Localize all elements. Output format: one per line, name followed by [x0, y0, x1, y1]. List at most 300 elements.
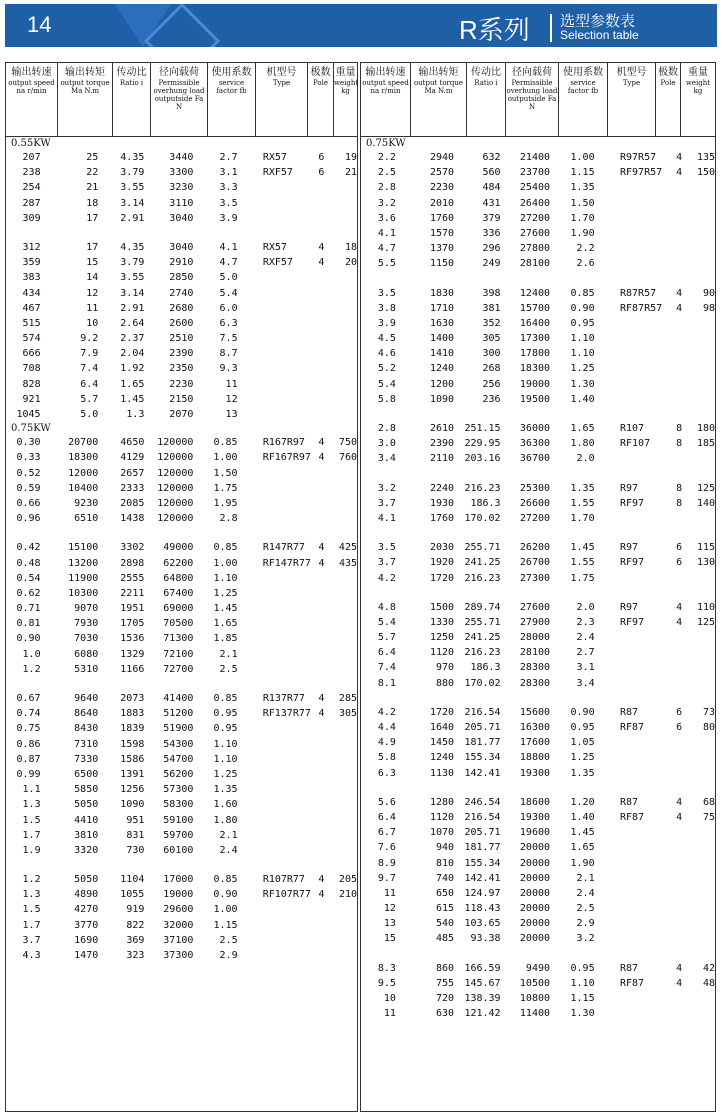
- cell-pole: [311, 331, 332, 346]
- cell-service-factor: 1.90: [570, 227, 595, 239]
- cell-spacer: [595, 421, 614, 436]
- table-row: [6, 286, 357, 301]
- cell-type: [257, 843, 311, 858]
- cell-output-torque: 1090: [429, 393, 455, 405]
- cell-output-torque: 3810: [74, 829, 99, 841]
- cell-pole: [311, 481, 332, 496]
- cell-spacer: [595, 766, 614, 781]
- cell-type: R147R77: [262, 542, 305, 554]
- table-row: [6, 706, 357, 721]
- table-row: [6, 918, 357, 933]
- cell-type: RX57: [262, 241, 287, 253]
- cell-pole: 8: [676, 438, 683, 450]
- cell-spacer: [595, 840, 614, 855]
- cell-overhung-load: 17600: [519, 737, 551, 749]
- cell-output-torque: 1240: [429, 363, 455, 375]
- cell-service-factor: 5.0: [219, 272, 238, 284]
- cell-service-factor: 1.65: [570, 423, 595, 434]
- cell-pole: [311, 828, 332, 843]
- table-row: [361, 540, 715, 555]
- cell-output-speed: 6.7: [377, 827, 396, 839]
- table-row: [361, 615, 715, 630]
- cell-ratio: 352: [482, 317, 501, 329]
- cell-service-factor: 1.80: [213, 814, 238, 826]
- table-row: [361, 630, 715, 645]
- cell-service-factor: 0.90: [570, 302, 595, 314]
- cell-output-speed: 287: [22, 197, 41, 209]
- cell-spacer: [238, 902, 257, 917]
- cell-weight: [690, 196, 715, 211]
- cell-pole: 8: [676, 423, 683, 434]
- cell-service-factor: 0.85: [213, 874, 238, 886]
- cell-spacer: [238, 270, 257, 285]
- cell-ratio: 3.14: [120, 197, 145, 209]
- cell-weight: [690, 766, 715, 781]
- cell-output-speed: 2.2: [377, 152, 396, 163]
- cell-pole: 4: [318, 437, 325, 449]
- cell-pole: 6: [318, 167, 325, 179]
- cell-pole: [311, 392, 332, 407]
- cell-output-torque: 10300: [68, 587, 99, 599]
- cell-service-factor: 1.65: [213, 618, 238, 630]
- cell-weight: [690, 377, 715, 392]
- cell-output-speed: 5.6: [377, 796, 396, 808]
- cell-service-factor: 2.5: [576, 903, 595, 915]
- cell-type: RF97: [620, 557, 645, 569]
- cell-weight: [690, 316, 715, 331]
- cell-type: [257, 948, 311, 963]
- table-row: [361, 377, 715, 392]
- cell-ratio: 2555: [120, 572, 145, 584]
- cell-output-speed: 309: [22, 212, 41, 224]
- cell-type: [257, 316, 311, 331]
- header-divider: [550, 14, 552, 42]
- cell-spacer: [595, 496, 614, 511]
- cell-ratio: 1104: [120, 874, 145, 886]
- cell-output-torque: 8430: [74, 723, 99, 735]
- cell-overhung-load: 25400: [519, 182, 551, 194]
- cell-type: [257, 813, 311, 828]
- cell-type: [257, 481, 311, 496]
- cell-overhung-load: 70500: [163, 618, 194, 630]
- column-header-en: weight kg: [334, 79, 359, 95]
- cell-output-torque: 1720: [429, 572, 455, 584]
- cell-pole: [311, 721, 332, 736]
- cell-type: [614, 856, 668, 871]
- cell-spacer: [238, 662, 257, 677]
- cell-overhung-load: 19000: [163, 889, 194, 901]
- cell-spacer: [595, 436, 614, 451]
- cell-type: RF167R97: [262, 452, 311, 464]
- cell-weight: [332, 616, 357, 631]
- cell-ratio: 730: [126, 844, 145, 856]
- cell-overhung-load: 67400: [163, 587, 194, 599]
- cell-service-factor: 2.5: [219, 663, 238, 675]
- table-row: [6, 331, 357, 346]
- cell-service-factor: 1.25: [213, 587, 238, 599]
- table-row: [361, 555, 715, 570]
- cell-pole: [311, 843, 332, 858]
- cell-ratio: 300: [482, 348, 501, 360]
- cell-weight: [332, 481, 357, 496]
- cell-type: [614, 451, 668, 466]
- cell-spacer: [238, 331, 257, 346]
- cell-output-speed: 515: [22, 317, 41, 329]
- cell-output-speed: 4.2: [377, 572, 396, 584]
- cell-ratio: 203.16: [464, 453, 501, 465]
- cell-overhung-load: 18600: [519, 796, 551, 808]
- cell-pole: [668, 211, 689, 226]
- cell-ratio: 398: [482, 287, 501, 299]
- cell-output-torque: 6080: [74, 648, 99, 660]
- cell-type: [257, 392, 311, 407]
- column-header: [681, 63, 716, 137]
- cell-weight: [332, 511, 357, 526]
- column-header: [308, 63, 334, 137]
- cell-output-speed: 5.8: [377, 393, 396, 405]
- cell-weight: [332, 752, 357, 767]
- cell-output-torque: 2110: [429, 453, 455, 465]
- table-row: [361, 211, 715, 226]
- cell-type: [257, 377, 311, 392]
- cell-spacer: [595, 226, 614, 241]
- cell-service-factor: 1.35: [570, 767, 595, 779]
- table-row: [6, 301, 357, 316]
- table-row: [6, 180, 357, 195]
- cell-spacer: [238, 706, 257, 721]
- cell-pole: [668, 180, 689, 195]
- cell-service-factor: 1.30: [570, 1008, 595, 1020]
- cell-weight: [332, 346, 357, 361]
- cell-spacer: [595, 165, 614, 180]
- cell-overhung-load: 120000: [157, 482, 194, 494]
- cell-weight: [332, 571, 357, 586]
- cell-overhung-load: 51900: [163, 723, 194, 735]
- cell-overhung-load: 19500: [519, 393, 551, 405]
- cell-spacer: [595, 540, 614, 555]
- cell-type: RF87: [620, 722, 645, 733]
- cell-weight: [332, 377, 357, 392]
- cell-pole: [311, 948, 332, 963]
- cell-output-torque: 1930: [429, 497, 455, 509]
- cell-type: RX57: [262, 152, 287, 163]
- cell-overhung-load: 28000: [519, 632, 551, 644]
- cell-overhung-load: 18300: [519, 363, 551, 375]
- cell-service-factor: 5.4: [219, 287, 238, 299]
- cell-spacer: [238, 843, 257, 858]
- cell-spacer: [595, 286, 614, 301]
- cell-overhung-load: 23700: [519, 167, 551, 179]
- cell-spacer: [595, 571, 614, 586]
- cell-service-factor: 8.7: [219, 348, 238, 360]
- cell-output-torque: 21: [86, 182, 99, 194]
- cell-weight: 435: [338, 557, 357, 569]
- cell-overhung-load: 20000: [519, 842, 551, 854]
- cell-pole: 4: [676, 302, 683, 314]
- cell-overhung-load: 18800: [519, 752, 551, 764]
- cell-overhung-load: 28300: [519, 677, 551, 689]
- cell-overhung-load: 10800: [519, 993, 551, 1004]
- cell-type: [257, 631, 311, 646]
- cell-pole: [668, 645, 689, 660]
- cell-output-speed: 4.2: [377, 706, 396, 718]
- cell-type: RF107: [620, 438, 651, 450]
- cell-service-factor: 1.35: [570, 182, 595, 194]
- cell-ratio: 1.3: [126, 409, 145, 420]
- cell-ratio: 3.55: [120, 272, 145, 284]
- cell-weight: 135: [696, 152, 715, 163]
- cell-service-factor: 3.4: [576, 677, 595, 689]
- cell-spacer: [595, 615, 614, 630]
- cell-output-speed: 3.9: [377, 317, 396, 329]
- cell-type: [614, 735, 668, 750]
- table-row: [361, 600, 715, 615]
- cell-output-torque: 630: [435, 1008, 455, 1020]
- table-row: [361, 825, 715, 840]
- cell-output-torque: 1830: [429, 287, 455, 299]
- cell-type: [257, 767, 311, 782]
- cell-output-speed: 13: [383, 918, 396, 930]
- cell-output-speed: 8.3: [377, 962, 396, 974]
- cell-pole: 4: [676, 287, 683, 299]
- cell-output-torque: 2010: [429, 197, 455, 209]
- cell-output-speed: 5.2: [377, 363, 396, 375]
- cell-service-factor: 1.40: [570, 393, 595, 405]
- cell-output-speed: 6.4: [377, 811, 396, 823]
- cell-output-torque: 3320: [74, 844, 99, 856]
- cell-output-speed: 383: [22, 272, 41, 284]
- cell-spacer: [595, 331, 614, 346]
- cell-ratio: 181.77: [464, 842, 501, 854]
- cell-spacer: [238, 797, 257, 812]
- cell-output-speed: 3.7: [377, 497, 396, 509]
- cell-overhung-load: 27800: [519, 243, 551, 255]
- cell-weight: [332, 902, 357, 917]
- cell-type: RF147R77: [262, 557, 311, 569]
- cell-service-factor: 2.1: [219, 648, 238, 660]
- cell-spacer: [595, 825, 614, 840]
- cell-type: [257, 662, 311, 677]
- cell-service-factor: 2.7: [576, 647, 595, 659]
- cell-weight: [332, 767, 357, 782]
- table-body-right: [361, 137, 715, 1021]
- cell-type: R97: [620, 542, 639, 554]
- table-row: [6, 407, 357, 422]
- cell-ratio: 1839: [120, 723, 145, 735]
- cell-spacer: [238, 767, 257, 782]
- table-row: [361, 241, 715, 256]
- cell-output-speed: 10: [383, 993, 396, 1004]
- subtitle-en: Selection table: [560, 28, 639, 42]
- cell-type: [614, 331, 668, 346]
- cell-overhung-load: 72700: [163, 663, 194, 675]
- cell-pole: [311, 466, 332, 481]
- cell-pole: [668, 571, 689, 586]
- cell-output-torque: 7930: [74, 618, 99, 630]
- table-row: [361, 810, 715, 825]
- cell-ratio: 1391: [120, 768, 145, 780]
- cell-output-speed: 4.8: [377, 601, 396, 613]
- cell-spacer: [595, 451, 614, 466]
- cell-pole: [311, 377, 332, 392]
- cell-output-speed: 3.0: [377, 438, 396, 450]
- cell-overhung-load: 3230: [169, 182, 194, 194]
- cell-pole: [311, 616, 332, 631]
- cell-service-factor: 1.25: [213, 768, 238, 780]
- column-header-zh: 径向载荷: [512, 67, 552, 78]
- cell-overhung-load: 11400: [519, 1008, 551, 1020]
- cell-output-torque: 2030: [429, 542, 455, 554]
- cell-spacer: [238, 571, 257, 586]
- cell-service-factor: 1.70: [570, 212, 595, 224]
- cell-ratio: 919: [126, 904, 145, 916]
- selection-table-left: [5, 62, 358, 1112]
- cell-weight: 140: [696, 497, 715, 509]
- cell-output-torque: 940: [435, 842, 455, 854]
- cell-pole: [311, 270, 332, 285]
- table-row: [6, 556, 357, 571]
- cell-weight: [332, 813, 357, 828]
- cell-ratio: 1.65: [120, 378, 145, 390]
- table-row: [361, 916, 715, 931]
- cell-overhung-load: 62200: [163, 557, 194, 569]
- column-header-en: Permissible overhung load outputside Fa N: [153, 79, 205, 111]
- cell-pole: 6: [318, 152, 325, 163]
- column-header-zh: 输出转矩: [65, 67, 105, 78]
- cell-ratio: 1586: [120, 753, 145, 765]
- cell-output-torque: 4410: [74, 814, 99, 826]
- cell-output-speed: 9.7: [377, 872, 396, 884]
- cell-weight: 150: [696, 167, 715, 179]
- table-row: [6, 466, 357, 481]
- cell-overhung-load: 28300: [519, 662, 551, 674]
- cell-spacer: [238, 316, 257, 331]
- cell-type: [614, 377, 668, 392]
- cell-weight: [690, 645, 715, 660]
- cell-ratio: 155.34: [464, 857, 501, 869]
- column-header-zh: 重量: [688, 67, 708, 78]
- cell-pole: [668, 886, 689, 901]
- cell-type: R107: [620, 423, 645, 434]
- cell-overhung-load: 9490: [525, 962, 551, 974]
- cell-ratio: 1598: [120, 738, 145, 750]
- cell-overhung-load: 41400: [163, 693, 194, 704]
- cell-overhung-load: 12400: [519, 287, 551, 299]
- cell-pole: 4: [676, 616, 683, 628]
- cell-ratio: 632: [482, 152, 501, 163]
- cell-output-speed: 3.4: [377, 453, 396, 465]
- cell-overhung-load: 3040: [169, 241, 194, 253]
- column-header-en: output torque Ma N.m: [60, 79, 110, 95]
- table-row: [6, 377, 357, 392]
- cell-pole: [311, 496, 332, 511]
- cell-pole: [668, 991, 689, 1006]
- cell-pole: [668, 660, 689, 675]
- cell-weight: [690, 256, 715, 271]
- cell-weight: [690, 571, 715, 586]
- cell-pole: [311, 767, 332, 782]
- cell-service-factor: 1.25: [570, 363, 595, 375]
- cell-weight: [690, 211, 715, 226]
- cell-service-factor: 0.85: [213, 542, 238, 554]
- cell-type: [614, 361, 668, 376]
- cell-type: [614, 871, 668, 886]
- cell-type: R87: [620, 962, 639, 974]
- cell-weight: 125: [696, 482, 715, 494]
- cell-spacer: [595, 392, 614, 407]
- cell-pole: [311, 601, 332, 616]
- cell-type: [257, 737, 311, 752]
- cell-type: [257, 286, 311, 301]
- cell-output-speed: 5.5: [377, 258, 396, 270]
- cell-spacer: [238, 601, 257, 616]
- table-row: [361, 421, 715, 436]
- cell-output-speed: 1.2: [22, 663, 41, 675]
- cell-weight: 180: [696, 423, 715, 434]
- cell-overhung-load: 26700: [519, 557, 551, 569]
- table-row: [361, 676, 715, 691]
- cell-pole: [668, 511, 689, 526]
- column-header-en: service factor fb: [567, 79, 599, 95]
- cell-service-factor: 1.00: [213, 452, 238, 464]
- cell-spacer: [238, 211, 257, 226]
- cell-type: [257, 361, 311, 376]
- cell-type: [614, 241, 668, 256]
- cell-output-speed: 9.5: [377, 977, 396, 989]
- cell-type: [614, 931, 668, 946]
- cell-spacer: [238, 450, 257, 465]
- cell-output-speed: 4.3: [22, 950, 41, 961]
- cell-output-speed: 3.5: [377, 542, 396, 554]
- cell-spacer: [238, 286, 257, 301]
- cell-spacer: [238, 392, 257, 407]
- cell-weight: [690, 750, 715, 765]
- cell-ratio: 2073: [120, 693, 145, 704]
- table-row: [361, 286, 715, 301]
- cell-overhung-load: 2390: [169, 348, 194, 360]
- cell-weight: [690, 226, 715, 241]
- cell-weight: [690, 392, 715, 407]
- column-header-zh: 输出转矩: [418, 67, 459, 78]
- cell-pole: [311, 918, 332, 933]
- cell-spacer: [238, 647, 257, 662]
- cell-service-factor: 1.00: [570, 152, 595, 163]
- cell-ratio: 381: [482, 302, 501, 314]
- cell-ratio: 2333: [120, 482, 145, 494]
- cell-type: [614, 901, 668, 916]
- cell-output-speed: 4.4: [377, 722, 396, 733]
- cell-output-speed: 1.5: [22, 904, 41, 916]
- cell-ratio: 4129: [120, 452, 145, 464]
- cell-overhung-load: 120000: [157, 437, 194, 449]
- cell-overhung-load: 27200: [519, 512, 551, 524]
- column-header-en: weight kg: [685, 79, 711, 95]
- cell-output-torque: 20700: [68, 437, 99, 449]
- cell-ratio: 1.92: [120, 363, 145, 375]
- cell-overhung-load: 10500: [519, 977, 551, 989]
- cell-spacer: [238, 361, 257, 376]
- cell-ratio: 186.3: [470, 497, 501, 509]
- cell-ratio: 1705: [120, 618, 145, 630]
- cell-spacer: [595, 150, 614, 165]
- table-body-left: [6, 137, 357, 963]
- table-row: [361, 901, 715, 916]
- cell-ratio: 246.54: [464, 796, 501, 808]
- cell-pole: [668, 901, 689, 916]
- cell-ratio: 2085: [120, 497, 145, 509]
- cell-weight: [690, 735, 715, 750]
- cell-overhung-load: 64800: [163, 572, 194, 584]
